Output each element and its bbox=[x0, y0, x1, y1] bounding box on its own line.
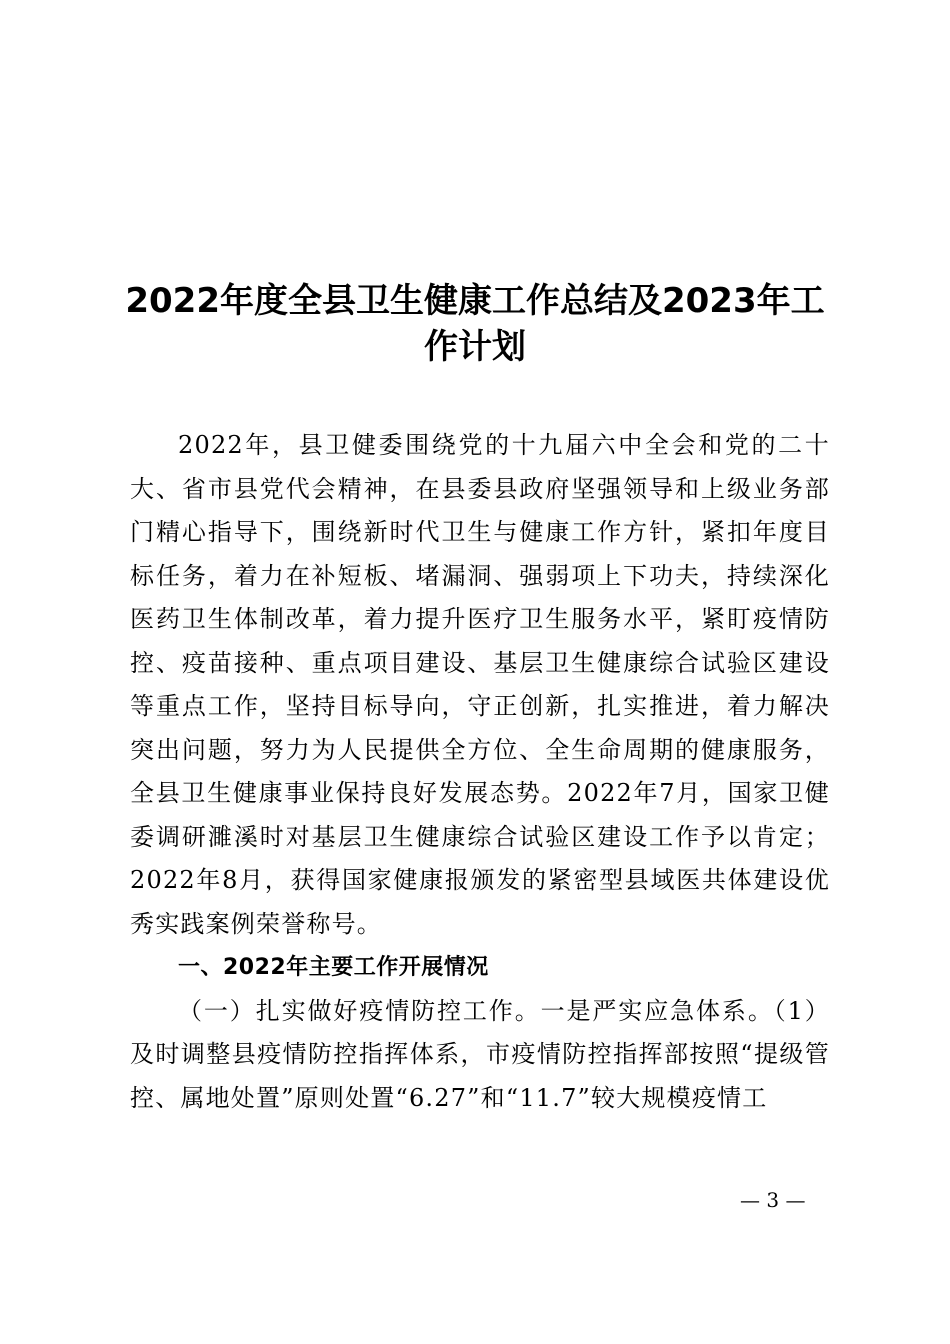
intro-paragraph: 2022年，县卫健委围绕党的十九届六中全会和党的二十大、省市县党代会精神，在县委县政府坚强领导和上级业务部门精心指导下，围绕新时代卫生与健康工作方针，紧扣年度目标任务，着力在补短板、堵漏洞、强弱项上下功夫，持续深化医药卫生体制改革，着力提升医疗卫生服务水平，紧盯疫情防控、疫苗接种、重点项目建设、基层卫生健康综合试验区建设等重点工作，坚持目标导向，守正创新，扎实推进，着力解决突出问题，努力为人民提供全方位、全生命周期的健康服务，全县卫生健康事业保持良好发展态势。2022年7月，国家卫健委调研濉溪时对基层卫生健康综合试验区建设工作予以肯定；2022年8月，获得国家健康报颁发的紧密型县域医共体建设优秀实践案例荣誉称号。 bbox=[130, 431, 830, 938]
document-body bbox=[130, 424, 830, 1120]
section-heading: 一、2022年主要工作开展情况 bbox=[178, 955, 489, 980]
document-title bbox=[118, 278, 832, 370]
subsection-title: （一）扎实做好疫情防控工作。 bbox=[178, 996, 541, 1025]
title-line-1: 2022年度全县卫生健康工作总结及2023年工 bbox=[125, 281, 825, 321]
title-line-2: 作计划 bbox=[424, 327, 526, 367]
page-number: — 3 — bbox=[740, 1188, 806, 1212]
subsection-text: 一是严实应急体系。（1）及时调整县疫情防控指挥体系，市疫情防控指挥部按照“提级管控、属地处置”原则处置“6.27”和“11.7”较大规模疫情工 bbox=[130, 996, 830, 1112]
subsection-paragraph bbox=[130, 990, 830, 1121]
